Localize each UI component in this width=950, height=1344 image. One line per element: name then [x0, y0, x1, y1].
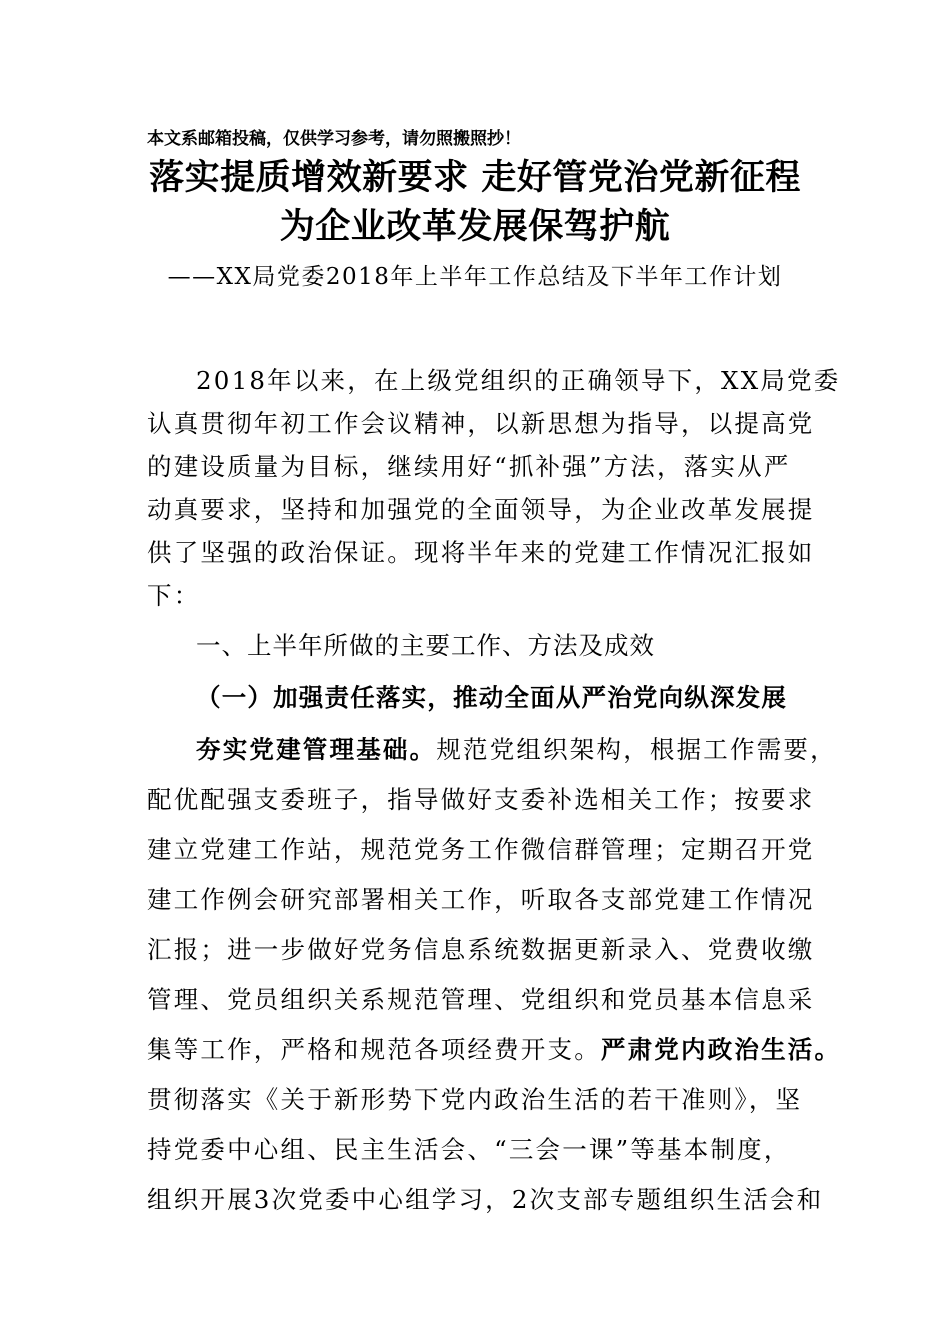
body-line: 建工作例会研究部署相关工作，听取各支部党建工作情况	[147, 885, 815, 914]
paragraph-first-line	[196, 731, 837, 766]
intro-line: 的建设质量为目标，继续用好“抓补强”方法，落实从严	[147, 452, 791, 481]
intro-line: 下：	[147, 581, 201, 610]
bold-lead-phrase: 严肃党内政治生活。	[600, 1035, 842, 1064]
body-line: 管理、党员组织关系规范管理、党组织和党员基本信息采	[147, 985, 815, 1014]
title-line-2: 为企业改革发展保驾护航	[279, 206, 671, 247]
body-line-mixed	[147, 1031, 841, 1066]
intro-line: 供了坚强的政治保证。现将半年来的党建工作情况汇报如	[147, 538, 815, 567]
intro-line: 认真贯彻年初工作会议精神，以新思想为指导，以提高党	[147, 409, 815, 438]
body-line: 贯彻落实《关于新形势下党内政治生活的若干准则》，坚	[147, 1085, 803, 1114]
paragraph-text: 集等工作，严格和规范各项经费开支。	[147, 1035, 601, 1064]
bold-lead-phrase: 夯实党建管理基础。	[196, 735, 437, 764]
paragraph-text: 规范党组织架构，根据工作需要，	[436, 735, 837, 764]
section-heading-1: 一、上半年所做的主要工作、方法及成效	[196, 631, 655, 660]
body-line: 配优配强支委班子，指导做好支委补选相关工作；按要求	[147, 785, 815, 814]
intro-line: 动真要求，坚持和加强党的全面领导，为企业改革发展提	[147, 495, 815, 524]
body-line: 汇报；进一步做好党务信息系统数据更新录入、党费收缴	[147, 935, 815, 964]
intro-line: 2018年以来，在上级党组织的正确领导下，XX局党委	[196, 366, 841, 395]
section-heading-2: （一）加强责任落实，推动全面从严治党向纵深发展	[196, 683, 788, 712]
body-line: 组织开展3次党委中心组学习，2次支部专题组织生活会和	[147, 1185, 824, 1214]
title-line-1: 落实提质增效新要求 走好管党治党新征程	[149, 157, 801, 198]
body-line: 持党委中心组、民主生活会、“三会一课”等基本制度，	[147, 1135, 791, 1164]
body-line: 建立党建工作站，规范党务工作微信群管理；定期召开党	[147, 835, 815, 864]
subtitle: ——XX局党委2018年上半年工作总结及下半年工作计划	[167, 264, 783, 290]
submission-notice: 本文系邮箱投稿，仅供学习参考，请勿照搬照抄！	[147, 129, 521, 149]
